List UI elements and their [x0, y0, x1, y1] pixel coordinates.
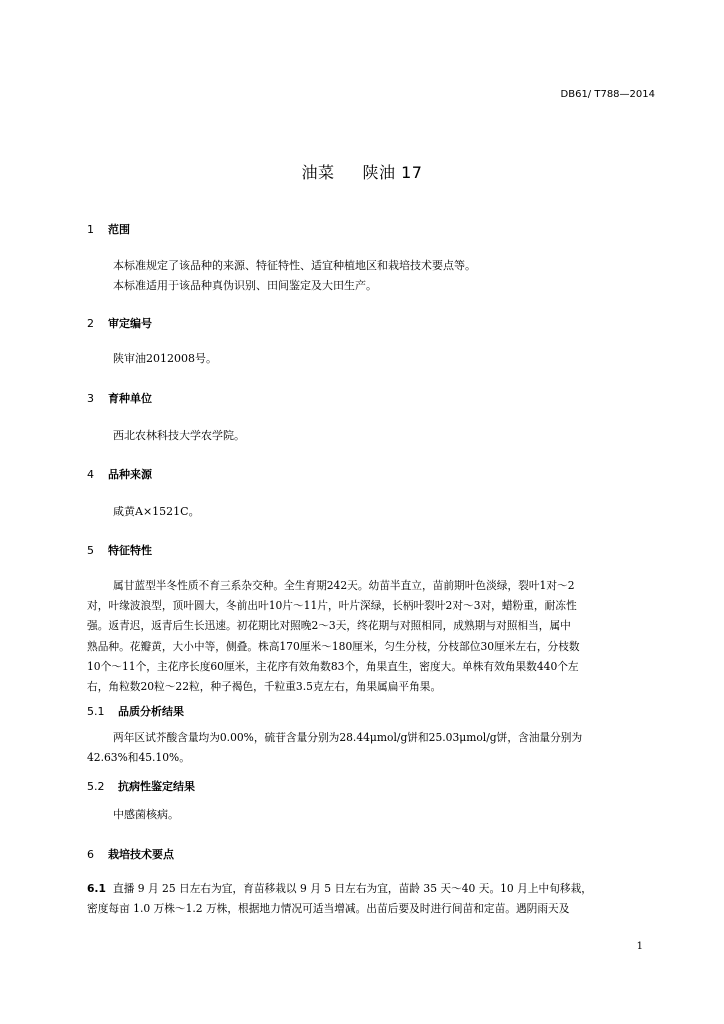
section-5-line: 属甘蓝型半冬性质不育三系杂交种。全生育期242天。幼苗半直立，苗前期叶色淡绿，裂叶1对～2 [113, 579, 575, 592]
section-3-heading: 3 育种单位 [87, 392, 152, 405]
section-5-line: 10个～11个，主花序长度60厘米，主花序有效角数83个，角果直生，密度大。单株有效角果数440个左 [87, 659, 579, 673]
document-title [0, 160, 724, 183]
section-3-paragraph: 西北农林科技大学农学院。 [113, 429, 245, 442]
page-number: 1 [636, 941, 643, 952]
section-6-1-line: 6.1 直播 9 月 25 日左右为宜，育苗移栽以 9 月 5 日左右为宜，苗龄 35 天～40 天。10 月上中旬移栽， [87, 879, 656, 899]
section-2-heading: 2 审定编号 [87, 317, 152, 330]
title-crop: 油菜 [301, 163, 335, 182]
section-4-paragraph: 咸黄A×1521C。 [113, 505, 200, 518]
section-5-2-heading: 5.2 抗病性鉴定结果 [87, 780, 195, 793]
section-5-line: 强。返青迟，返青后生长迅速。初花期比对照晚2～3天，终花期与对照相同，成熟期与对照相当，属中 [87, 619, 571, 633]
title-variety: 陕油 17 [362, 163, 423, 182]
section-4-heading: 4 品种来源 [87, 468, 152, 481]
section-5-paragraph [87, 576, 656, 697]
section-6-1-line: 密度每亩 1.0 万株～1.2 万株，根据地力情况可适当增减。出苗后要及时进行间苗和定苗。遇阴雨天及 [87, 902, 570, 916]
section-5-line: 右，角粒数20粒～22粒，种子褐色，千粒重3.5克左右，角果属扁平角果。 [87, 680, 442, 694]
section-1-heading: 1 范围 [87, 223, 130, 236]
section-6-1-number: 6.1 [87, 882, 106, 895]
section-5-1-heading: 5.1 品质分析结果 [87, 705, 184, 718]
section-1-paragraph-1: 本标准规定了该品种的来源、特征特性、适宜种植地区和栽培技术要点等。 [113, 259, 476, 272]
standard-code: DB61/ T788—2014 [560, 89, 655, 100]
section-1-paragraph-2: 本标准适用于该品种真伪识别、田间鉴定及大田生产。 [113, 279, 377, 292]
section-5-heading: 5 特征特性 [87, 544, 152, 557]
section-5-2-paragraph: 中感菌核病。 [113, 808, 179, 821]
section-5-1-line: 两年区试芥酸含量均为0.00%，硫苷含量分别为28.44μmol/g饼和25.03μmol/g饼，含油量分别为 [113, 731, 583, 744]
section-2-paragraph: 陕审油2012008号。 [113, 352, 217, 365]
section-6-heading: 6 栽培技术要点 [87, 848, 174, 861]
section-5-1-line: 42.63%和45.10%。 [87, 751, 190, 765]
section-5-line: 熟品种。花瓣黄，大小中等，侧叠。株高170厘米～180厘米，匀生分枝，分枝部位30厘米左右，分枝数 [87, 639, 580, 653]
section-5-line: 对，叶缘波浪型，顶叶圆大，冬前出叶10片～11片，叶片深绿，长柄叶裂叶2对～3对，蜡粉重，耐冻性 [87, 599, 577, 613]
section-5-1-paragraph [87, 728, 656, 768]
section-6-1-paragraph [87, 879, 656, 919]
